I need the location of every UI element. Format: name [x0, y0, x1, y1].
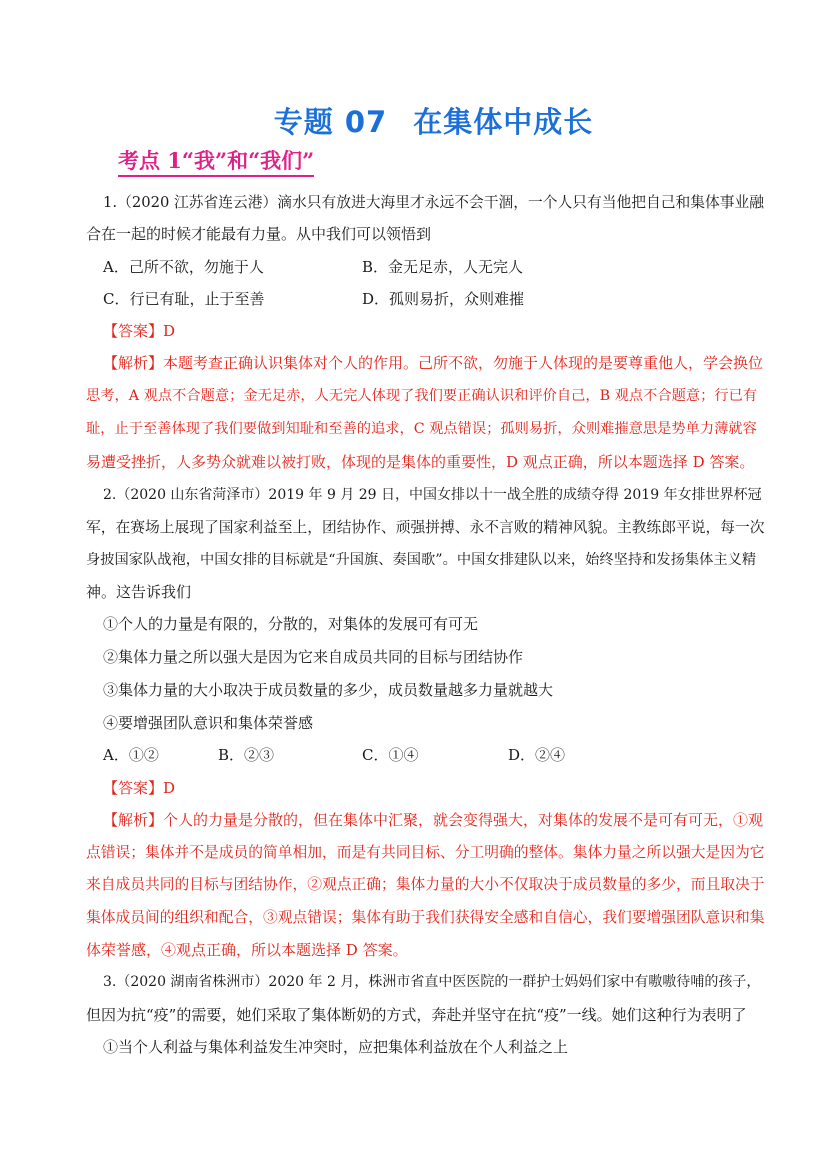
q2-analysis-1: 【解析】个人的力量是分散的，但在集体中汇聚，就会变得强大，对集体的发展不是可有可无，①观	[103, 811, 764, 829]
q1-analysis-2: 思考，A 观点不合题意；金无足赤，人无完人体现了我们要正确认识和评价自己，B 观点不合题意；行已有	[86, 388, 758, 404]
q1-analysis-4: 易遭受挫折，人多势众就难以被打败，体现的是集体的重要性，D 观点正确，所以本题选择 D 答案。	[86, 453, 755, 471]
q2-answer: 【答案】D	[103, 779, 176, 797]
q1-option-d: D．孤则易折，众则难摧	[362, 290, 525, 308]
q2-analysis-4: 集体成员间的组织和配合，③观点错误；集体有助于我们获得安全感和自信心，我们要增强团队意识和集	[86, 909, 765, 926]
section-heading: 考点 1“我”和“我们”	[118, 148, 314, 177]
q1-answer: 【答案】D	[103, 322, 176, 340]
q2-option-b: B．②③	[218, 746, 275, 764]
q2-item-3: ③集体力量的大小取决于成员数量的多少，成员数量越多力量就越大	[103, 681, 554, 699]
q1-option-b: B．金无足赤，人无完人	[362, 258, 524, 276]
q3-line-2: 但因为抗“疫”的需要，她们采取了集体断奶的方式，奔赴并坚守在抗“疫”一线。她们这种行为表明了	[86, 1006, 747, 1024]
q2-line-4: 神。这告诉我们	[86, 583, 192, 601]
q2-analysis-5: 体荣誉感，④观点正确，所以本题选择 D 答案。	[86, 941, 408, 959]
q1-option-c: C．行已有耻，止于至善	[103, 290, 265, 308]
q3-line-1: 3.（2020 湖南省株洲市）2020 年 2 月，株洲市省直中医医院的一群护士妈妈们家中有嗷嗷待哺的孩子，	[103, 974, 761, 990]
q2-option-a: A．①②	[103, 746, 159, 764]
q3-item-1: ①当个人利益与集体利益发生冲突时，应把集体利益放在个人利益之上	[103, 1038, 569, 1056]
q1-analysis-3: 耻，止于至善体现了我们要做到知耻和至善的追求，C 观点错误；孤则易折，众则难摧意思是势单力薄就容	[86, 421, 757, 437]
q2-item-4: ④要增强团队意识和集体荣誉感	[103, 714, 314, 732]
page-title	[0, 100, 827, 141]
q2-line-2: 军，在赛场上展现了国家利益至上，团结协作、顽强拼搏、永不言败的精神风貌。主教练郎平说，每一次	[86, 519, 765, 536]
q2-analysis-2: 点错误；集体并不是成员的简单相加，而是有共同目标、分工明确的整体。集体力量之所以强大是因为它	[86, 844, 765, 861]
title-number: 专题 07	[273, 105, 388, 139]
q2-line-3: 身披国家队战袍，中国女排的目标就是“升国旗、奏国歌”。中国女排建队以来，始终坚持和发扬集体主义精	[86, 552, 757, 568]
q2-option-d: D．②④	[508, 746, 566, 764]
q1-analysis-1: 【解析】本题考查正确认识集体对个人的作用。己所不欲，勿施于人体现的是要尊重他人，学会换位	[103, 354, 764, 372]
q2-line-1: 2.（2020 山东省菏泽市）2019 年 9 月 29 日，中国女排以十一战全胜的成绩夺得 2019 年女排世界杯冠	[103, 487, 762, 503]
q2-analysis-3: 来自成员共同的目标与团结协作，②观点正确；集体力量的大小不仅取决于成员数量的多少，而且取决于	[86, 876, 765, 893]
q1-option-a: A．己所不欲，勿施于人	[103, 258, 264, 276]
q1-line-2: 合在一起的时候才能最有力量。从中我们可以领悟到	[86, 225, 432, 243]
q2-option-c: C．①④	[362, 746, 419, 764]
q1-line-1: 1.（2020 江苏省连云港）滴水只有放进大海里才永远不会干涸，一个人只有当他把自己和集体事业融	[103, 194, 765, 211]
title-text: 在集体中成长	[413, 105, 594, 139]
q2-item-2: ②集体力量之所以强大是因为它来自成员共同的目标与团结协作	[103, 648, 524, 666]
q2-item-1: ①个人的力量是有限的，分散的，对集体的发展可有可无	[103, 615, 479, 633]
